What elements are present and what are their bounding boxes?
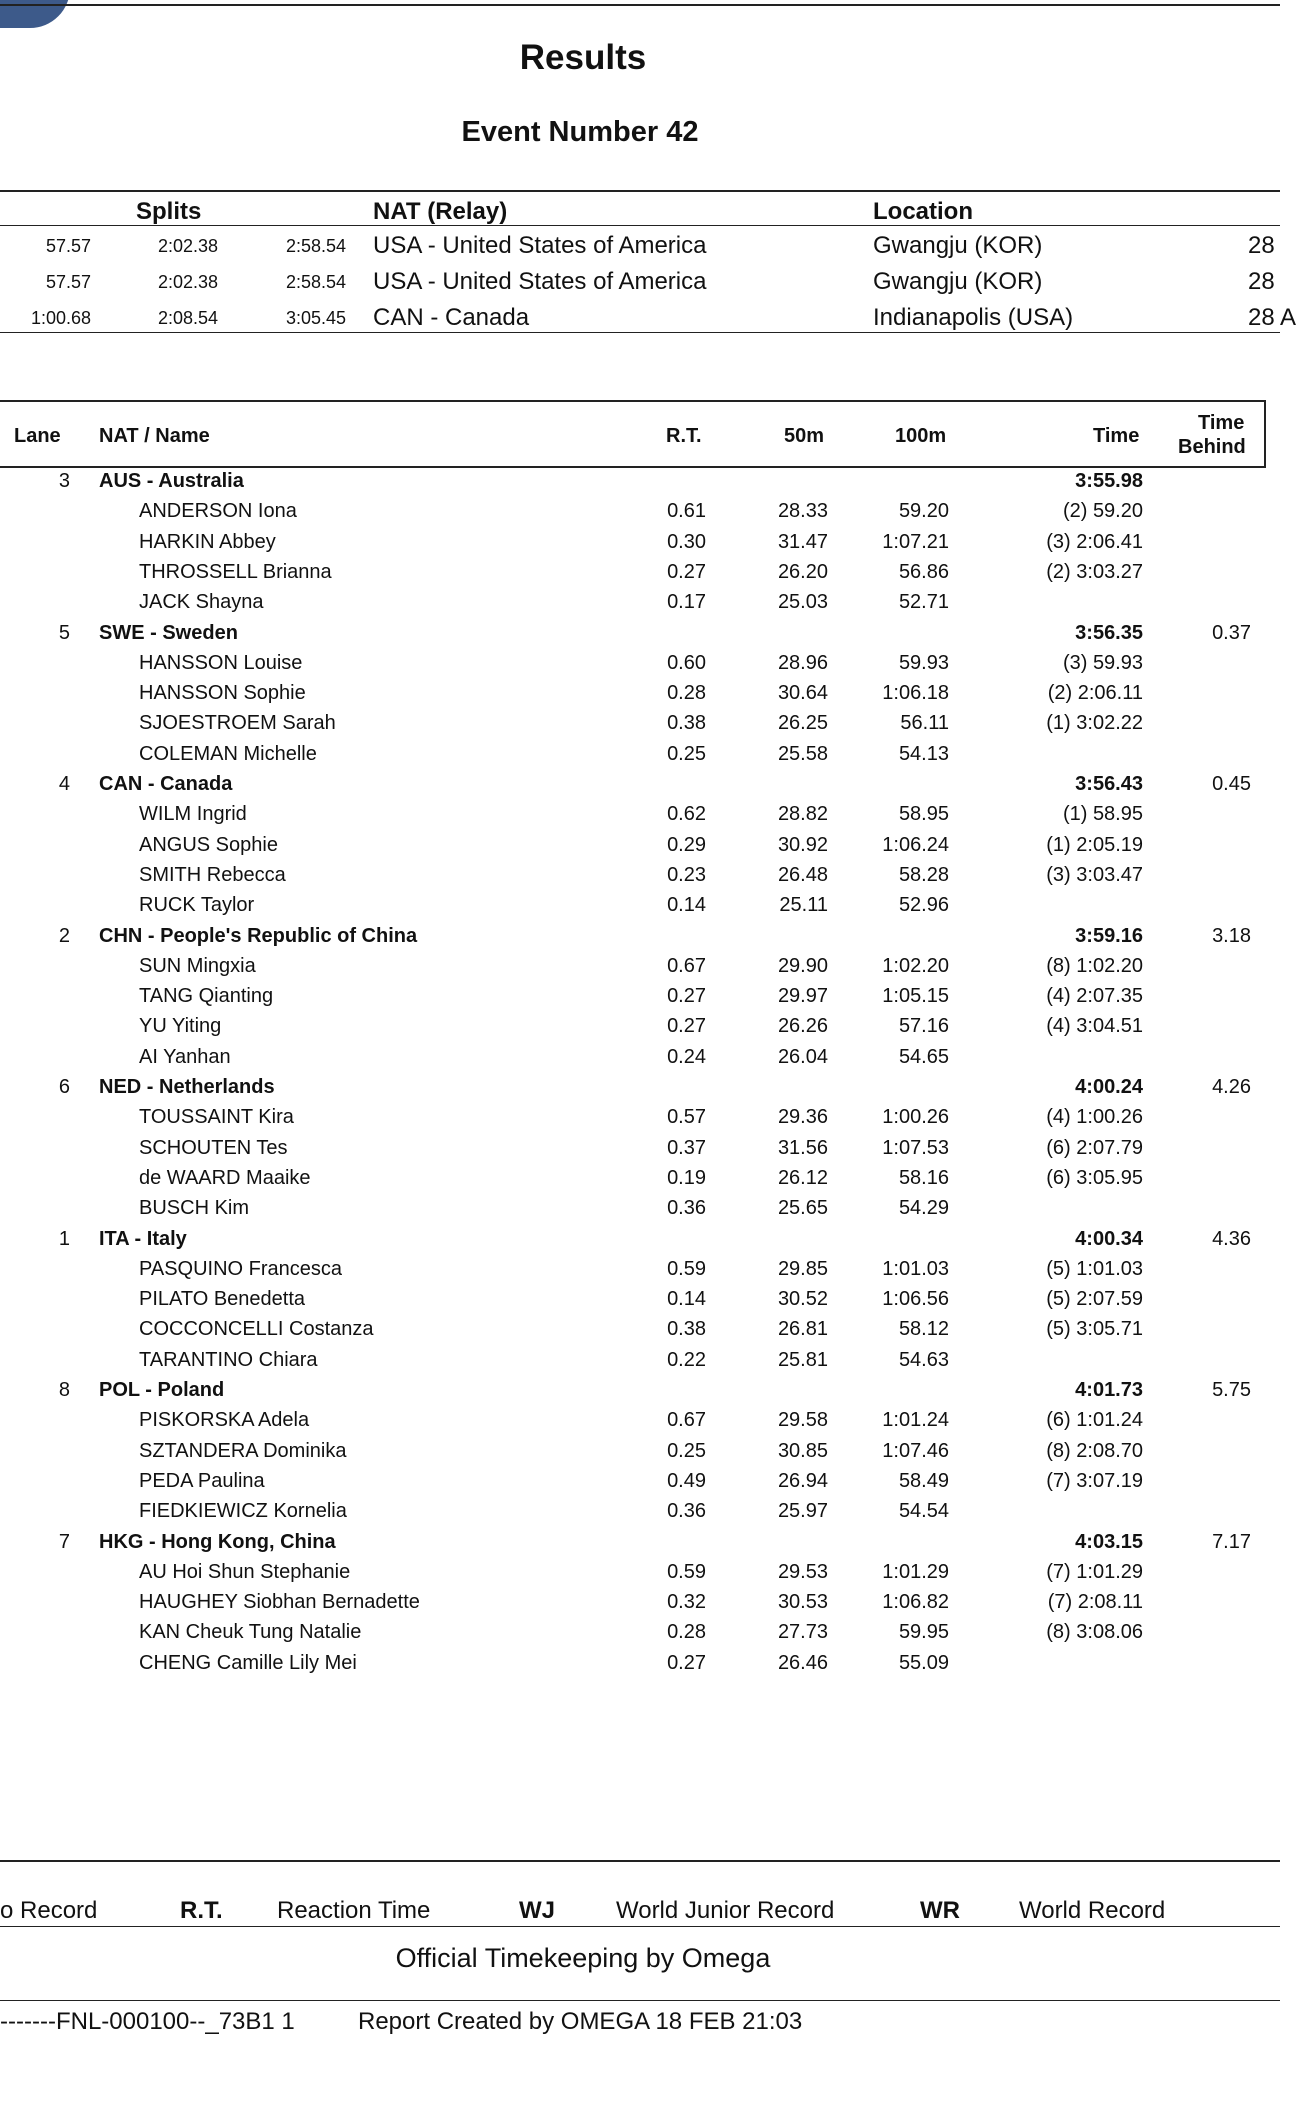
swimmer-100m: 52.96 [898,894,949,917]
swimmer-row [0,500,1280,530]
swimmer-50m: 30.64 [777,682,828,705]
record-split-1: 1:00.68 [30,308,91,328]
swimmer-50m: 28.33 [777,500,828,523]
swimmer-reaction-time: 0.36 [667,1500,706,1523]
team-row [0,622,1280,652]
team-name: NED - Netherlands [99,1076,275,1098]
swimmer-100m: 55.09 [898,1651,949,1674]
swimmer-cumulative-time: (5) 2:07.59 [1046,1288,1143,1311]
swimmer-100m: 54.63 [898,1348,949,1371]
record-split-2: 2:08.54 [157,308,218,328]
team-row [0,1379,1280,1409]
swimmer-row [0,1288,1280,1318]
swimmer-name: AU Hoi Shun Stephanie [139,1560,351,1583]
swimmer-50m: 30.52 [777,1288,828,1311]
results-header [0,400,1266,468]
legend-rt-abbr: R.T. [180,1897,223,1924]
records-header-rule [0,225,1280,226]
swimmer-reaction-time: 0.28 [667,682,706,705]
swimmer-50m: 30.85 [777,1439,828,1462]
swimmer-50m: 25.97 [777,1500,828,1523]
swimmer-50m: 29.90 [777,954,828,977]
team-name: SWE - Sweden [99,621,238,644]
swimmer-50m: 27.73 [777,1621,828,1644]
team-lane: 2 [58,924,70,947]
swimmer-100m: 1:05.15 [882,985,949,1008]
swimmer-name: HANSSON Louise [139,651,303,674]
swimmer-name: PEDA Paulina [139,1469,265,1492]
time-behind-header-1: Time [1198,412,1245,434]
swimmer-row [0,803,1280,833]
swimmer-reaction-time: 0.38 [667,712,706,735]
event-number: Event Number 42 [461,116,699,148]
swimmer-name: SMITH Rebecca [139,863,286,886]
swimmer-reaction-time: 0.25 [667,742,706,765]
swimmer-name: SCHOUTEN Tes [139,1136,288,1159]
team-time-behind: 4.26 [1212,1076,1251,1098]
swimmer-100m: 56.11 [900,712,949,735]
swimmer-cumulative-time: (7) 2:08.11 [1047,1591,1143,1614]
swimmer-row [0,712,1280,742]
time-header: Time [1093,425,1140,447]
team-lane: 6 [58,1076,70,1098]
location-header: Location [873,198,973,225]
swimmer-row [0,1258,1280,1288]
swimmer-100m: 54.65 [898,1045,949,1068]
swimmer-name: SUN Mingxia [139,954,256,977]
swimmer-reaction-time: 0.57 [667,1106,706,1129]
time-behind-header-2: Behind [1178,436,1246,458]
swimmer-row [0,955,1280,985]
swimmer-50m: 25.81 [777,1348,828,1371]
swimmer-cumulative-time: (4) 1:00.26 [1046,1106,1143,1129]
swimmer-cumulative-time: (2) 2:06.11 [1047,682,1143,705]
swimmer-100m: 58.16 [898,1166,949,1189]
legend-wj-abbr: WJ [519,1897,555,1924]
swimmer-reaction-time: 0.61 [667,500,706,523]
swimmer-name: ANDERSON Iona [139,500,297,523]
swimmer-50m: 26.81 [777,1318,828,1341]
swimmer-name: TOUSSAINT Kira [139,1106,294,1129]
team-time: 4:00.24 [1075,1076,1143,1098]
team-time: 3:55.98 [1075,470,1143,492]
swimmer-50m: 26.12 [777,1166,828,1189]
swimmer-reaction-time: 0.62 [667,803,706,826]
swimmer-row [0,1470,1280,1500]
swimmer-50m: 26.48 [777,863,828,886]
swimmer-row [0,864,1280,894]
swimmer-row [0,1440,1280,1470]
swimmer-cumulative-time: (3) 2:06.41 [1046,530,1143,553]
swimmer-name: HANSSON Sophie [139,682,306,705]
team-lane: 4 [58,773,70,795]
swimmer-reaction-time: 0.32 [667,1591,706,1614]
swimmer-100m: 58.28 [898,863,949,886]
record-location: Indianapolis (USA) [873,304,1074,331]
swimmer-cumulative-time: (6) 1:01.24 [1046,1409,1143,1432]
record-nat: USA - United States of America [373,232,707,259]
swimmer-name: HAUGHEY Siobhan Bernadette [139,1591,420,1614]
legend-wr-text: World Record [1019,1897,1166,1924]
swimmer-reaction-time: 0.22 [667,1348,706,1371]
swimmer-cumulative-time: (3) 59.93 [1062,651,1143,674]
swimmer-reaction-time: 0.38 [667,1318,706,1341]
team-time-behind: 5.75 [1212,1379,1251,1401]
swimmer-reaction-time: 0.59 [667,1560,706,1583]
swimmer-name: COCCONCELLI Costanza [139,1318,374,1341]
team-time: 4:00.34 [1075,1227,1143,1250]
swimmer-50m: 25.58 [777,742,828,765]
swimmer-cumulative-time: (6) 3:05.95 [1046,1166,1143,1189]
swimmer-row [0,1349,1280,1379]
swimmer-cumulative-time: (2) 3:03.27 [1046,560,1143,583]
swimmer-50m: 26.25 [777,712,828,735]
swimmer-100m: 1:06.18 [882,682,949,705]
team-name: AUS - Australia [99,470,244,492]
team-name: POL - Poland [99,1379,225,1401]
swimmer-cumulative-time: (7) 3:07.19 [1046,1469,1143,1492]
swimmer-cumulative-time: (6) 2:07.79 [1046,1136,1143,1159]
swimmer-reaction-time: 0.17 [667,591,706,614]
swimmer-100m: 1:07.21 [882,530,949,553]
record-date: 28 [1248,232,1275,259]
swimmer-50m: 28.82 [777,803,828,826]
swimmer-name: SZTANDERA Dominika [139,1439,347,1462]
swimmer-reaction-time: 0.14 [667,1288,706,1311]
team-lane: 8 [58,1379,70,1401]
swimmer-reaction-time: 0.60 [667,651,706,674]
swimmer-cumulative-time: (5) 3:05.71 [1046,1318,1143,1341]
records-bottom-rule [0,332,1280,333]
swimmer-cumulative-time: (4) 2:07.35 [1046,985,1143,1008]
swimmer-name: RUCK Taylor [139,894,255,917]
legend-wj-text: World Junior Record [616,1897,835,1924]
swimmer-cumulative-time: (4) 3:04.51 [1046,1015,1143,1038]
swimmer-row [0,591,1280,621]
nat-relay-header: NAT (Relay) [373,198,508,225]
timekeeping-text: Official Timekeeping by Omega [395,1943,771,1973]
swimmer-row [0,834,1280,864]
team-time: 3:59.16 [1075,924,1143,947]
record-split-3: 3:05.45 [285,308,346,328]
team-time-behind: 7.17 [1212,1530,1251,1553]
swimmer-row [0,1046,1280,1076]
legend-top-rule [0,1860,1280,1862]
swimmer-50m: 29.85 [777,1257,828,1280]
record-nat: CAN - Canada [373,304,530,331]
name-header: NAT / Name [99,425,210,447]
swimmer-50m: 26.04 [777,1045,828,1068]
swimmer-reaction-time: 0.23 [667,863,706,886]
swimmer-row [0,894,1280,924]
swimmer-cumulative-time: (2) 59.20 [1062,500,1143,523]
swimmer-row [0,1561,1280,1591]
swimmer-name: SJOESTROEM Sarah [139,712,336,735]
swimmer-100m: 59.20 [898,500,949,523]
team-row [0,925,1280,955]
page-title: Results [519,38,647,77]
footer-rule [0,2000,1280,2001]
team-time-behind: 0.45 [1212,773,1251,795]
swimmer-100m: 1:06.24 [882,833,949,856]
swimmer-cumulative-time: (1) 3:02.22 [1046,712,1143,735]
swimmer-reaction-time: 0.67 [667,954,706,977]
swimmer-50m: 25.65 [777,1197,828,1220]
splits-header: Splits [136,198,202,225]
record-split-1: 57.57 [45,236,91,256]
team-time: 3:56.43 [1075,773,1143,795]
swimmer-row [0,1197,1280,1227]
swimmer-100m: 1:02.20 [882,954,949,977]
swimmer-cumulative-time: (5) 1:01.03 [1046,1257,1143,1280]
swimmer-reaction-time: 0.27 [667,985,706,1008]
team-row [0,1076,1280,1106]
swimmer-100m: 58.49 [898,1469,949,1492]
legend-bottom-rule [0,1926,1280,1927]
swimmer-reaction-time: 0.49 [667,1469,706,1492]
record-date: 28 A [1248,304,1296,331]
swimmer-row [0,743,1280,773]
swimmer-row [0,1591,1280,1621]
swimmer-row [0,1621,1280,1651]
swimmer-cumulative-time: (7) 1:01.29 [1046,1560,1143,1583]
swimmer-name: AI Yanhan [139,1045,231,1068]
legend-wr-abbr: WR [920,1897,960,1924]
swimmer-reaction-time: 0.14 [667,894,706,917]
swimmer-row [0,531,1280,561]
swimmer-row [0,985,1280,1015]
swimmer-row [0,1652,1280,1682]
report-created: Report Created by OMEGA 18 FEB 21:03 [358,2008,803,2035]
swimmer-50m: 29.53 [777,1560,828,1583]
team-name: CHN - People's Republic of China [99,924,418,947]
top-rule [0,4,1280,6]
swimmer-reaction-time: 0.29 [667,833,706,856]
swimmer-name: KAN Cheuk Tung Natalie [139,1621,362,1644]
swimmer-50m: 29.36 [777,1106,828,1129]
swimmer-name: TARANTINO Chiara [139,1348,318,1371]
record-split-2: 2:02.38 [157,236,218,256]
record-location: Gwangju (KOR) [873,268,1043,295]
swimmer-row [0,1500,1280,1530]
swimmer-name: CHENG Camille Lily Mei [139,1651,357,1674]
swimmer-reaction-time: 0.25 [667,1439,706,1462]
swimmer-name: de WAARD Maaike [139,1166,311,1189]
swimmer-name: PISKORSKA Adela [139,1409,310,1432]
team-time-behind: 3.18 [1212,924,1251,947]
swimmer-50m: 26.46 [777,1651,828,1674]
swimmer-name: YU Yiting [139,1015,222,1038]
swimmer-name: HARKIN Abbey [139,530,276,553]
swimmer-100m: 1:07.53 [882,1136,949,1159]
swimmer-name: WILM Ingrid [139,803,247,826]
swimmer-name: PASQUINO Francesca [139,1257,343,1280]
team-time: 3:56.35 [1075,621,1143,644]
rt-header: R.T. [666,425,702,447]
record-split-3: 2:58.54 [285,272,346,292]
record-split-1: 57.57 [45,272,91,292]
swimmer-row [0,1137,1280,1167]
swimmer-name: ANGUS Sophie [139,833,278,856]
swimmer-name: FIEDKIEWICZ Kornelia [139,1500,347,1523]
swimmer-100m: 58.12 [898,1318,949,1341]
swimmer-row [0,652,1280,682]
swimmer-name: BUSCH Kim [139,1197,250,1220]
legend-partial: o Record [0,1897,98,1924]
team-lane: 3 [58,470,70,492]
swimmer-50m: 30.92 [777,833,828,856]
team-row [0,773,1280,803]
swimmer-50m: 26.20 [777,560,828,583]
team-name: CAN - Canada [99,773,233,795]
swimmer-50m: 31.47 [777,530,828,553]
team-lane: 5 [58,621,70,644]
swimmer-100m: 54.29 [898,1197,949,1220]
swimmer-100m: 1:07.46 [882,1439,949,1462]
team-time: 4:03.15 [1075,1530,1143,1553]
50m-header: 50m [784,425,825,447]
swimmer-row [0,1409,1280,1439]
swimmer-50m: 29.58 [777,1409,828,1432]
swimmer-50m: 29.97 [777,985,828,1008]
swimmer-100m: 1:01.24 [882,1409,949,1432]
swimmer-100m: 59.95 [898,1621,949,1644]
swimmer-100m: 52.71 [898,591,949,614]
team-row [0,1228,1280,1258]
swimmer-50m: 25.03 [777,591,828,614]
team-time-behind: 4.36 [1212,1227,1251,1250]
swimmer-100m: 54.13 [898,742,949,765]
record-nat: USA - United States of America [373,268,707,295]
swimmer-100m: 1:00.26 [882,1106,949,1129]
swimmer-100m: 54.54 [898,1500,949,1523]
team-name: ITA - Italy [99,1227,187,1250]
record-location: Gwangju (KOR) [873,232,1043,259]
lane-header: Lane [14,425,61,447]
swimmer-row [0,682,1280,712]
swimmer-reaction-time: 0.36 [667,1197,706,1220]
swimmer-reaction-time: 0.59 [667,1257,706,1280]
swimmer-50m: 26.26 [777,1015,828,1038]
swimmer-reaction-time: 0.67 [667,1409,706,1432]
swimmer-100m: 56.86 [898,560,949,583]
report-code: -------FNL-000100--_73B1 1 [0,2008,295,2035]
swimmer-name: JACK Shayna [139,591,264,614]
swimmer-100m: 1:06.56 [882,1288,949,1311]
team-row [0,470,1280,500]
team-lane: 1 [58,1227,70,1250]
swimmer-row [0,561,1280,591]
swimmer-row [0,1167,1280,1197]
swimmer-reaction-time: 0.24 [667,1045,706,1068]
swimmer-cumulative-time: (3) 3:03.47 [1046,863,1143,886]
swimmer-50m: 28.96 [777,651,828,674]
record-split-2: 2:02.38 [157,272,218,292]
team-lane: 7 [58,1530,70,1553]
swimmer-cumulative-time: (8) 1:02.20 [1046,954,1143,977]
swimmer-reaction-time: 0.27 [667,560,706,583]
swimmer-100m: 1:01.03 [882,1257,949,1280]
swimmer-reaction-time: 0.27 [667,1651,706,1674]
swimmer-50m: 25.11 [779,894,828,917]
swimmer-name: TANG Qianting [139,985,274,1008]
swimmer-reaction-time: 0.19 [667,1166,706,1189]
swimmer-reaction-time: 0.28 [667,1621,706,1644]
swimmer-reaction-time: 0.27 [667,1015,706,1038]
swimmer-cumulative-time: (8) 3:08.06 [1046,1621,1143,1644]
swimmer-cumulative-time: (1) 2:05.19 [1046,833,1143,856]
team-time: 4:01.73 [1075,1379,1143,1401]
swimmer-50m: 30.53 [777,1591,828,1614]
swimmer-row [0,1015,1280,1045]
team-time-behind: 0.37 [1212,621,1251,644]
swimmer-reaction-time: 0.30 [667,530,706,553]
swimmer-name: THROSSELL Brianna [139,560,332,583]
swimmer-name: PILATO Benedetta [139,1288,306,1311]
swimmer-name: COLEMAN Michelle [139,742,317,765]
swimmer-100m: 57.16 [898,1015,949,1038]
swimmer-50m: 31.56 [777,1136,828,1159]
swimmer-cumulative-time: (1) 58.95 [1062,803,1143,826]
100m-header: 100m [895,425,947,447]
swimmer-cumulative-time: (8) 2:08.70 [1046,1439,1143,1462]
record-date: 28 [1248,268,1275,295]
records-top-rule [0,190,1280,192]
team-name: HKG - Hong Kong, China [99,1530,336,1553]
swimmer-row [0,1318,1280,1348]
record-split-3: 2:58.54 [285,236,346,256]
swimmer-100m: 1:01.29 [882,1560,949,1583]
swimmer-100m: 1:06.82 [882,1591,949,1614]
team-row [0,1531,1280,1561]
swimmer-100m: 59.93 [898,651,949,674]
swimmer-row [0,1106,1280,1136]
swimmer-100m: 58.95 [898,803,949,826]
swimmer-50m: 26.94 [777,1469,828,1492]
swimmer-reaction-time: 0.37 [667,1136,706,1159]
legend-rt-text: Reaction Time [277,1897,431,1924]
